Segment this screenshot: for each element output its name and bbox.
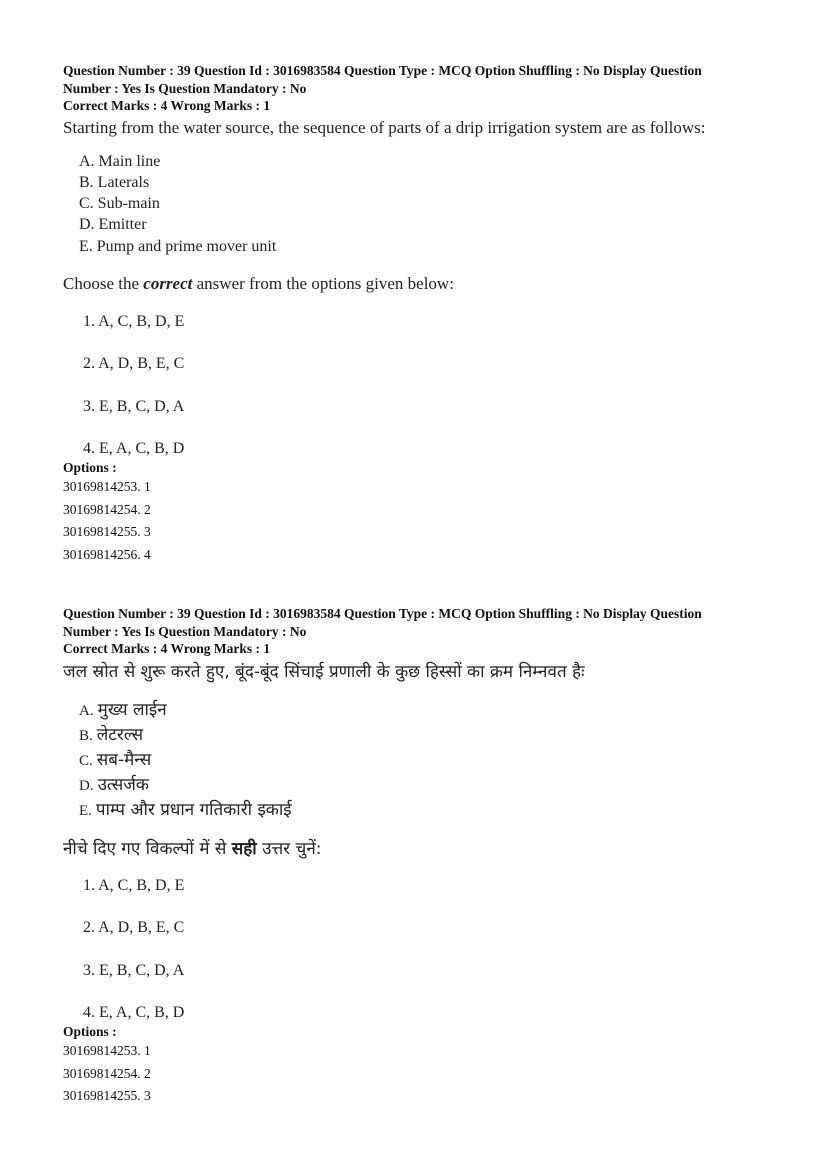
- item-text: पाम्प और प्रधान गतिकारी इकाई: [95, 799, 292, 820]
- answer-choice: 2. A, D, B, E, C: [83, 919, 185, 936]
- instruction-post: उत्तर चुनें:: [256, 838, 322, 859]
- instruction-pre: Choose the: [63, 273, 144, 293]
- list-item: A. Main line: [79, 152, 161, 170]
- list-item: D. Emitter: [79, 216, 147, 234]
- question-meta: [63, 605, 773, 658]
- item-list: [79, 151, 773, 257]
- options-heading: Options :: [63, 1024, 117, 1039]
- meta-line-1: Question Number : 39 Question Id : 3016983584 Question Type : MCQ Option Shuffling : No Display Question: [63, 606, 702, 621]
- option-id: 30169814255. 3: [63, 524, 151, 540]
- instruction-post: answer from the options given below:: [192, 273, 454, 293]
- question-stem: जल स्रोत से शुरू करते हुए, बूंद-बूंद सिंचाई प्रणाली के कुछ हिस्सों का क्रम निम्नवत हैः: [63, 661, 585, 682]
- option-id: 30169814253. 1: [63, 1043, 151, 1058]
- meta-line-3: Correct Marks : 4 Wrong Marks : 1: [63, 98, 271, 113]
- option-id-list: [63, 1040, 773, 1108]
- option-id: 30169814254. 2: [63, 501, 151, 517]
- instruction-pre: नीचे दिए गए विकल्पों में से: [63, 838, 232, 859]
- answer-choice: 4. E, A, C, B, D: [83, 440, 185, 458]
- item-text: सब-मैन्स: [96, 749, 152, 770]
- item-letter: B.: [79, 727, 93, 744]
- list-item: B. Laterals: [79, 173, 150, 191]
- answer-choices: [83, 875, 773, 1024]
- meta-line-2: Number : Yes Is Question Mandatory : No: [63, 623, 307, 639]
- meta-line-2: Number : Yes Is Question Mandatory : No: [63, 80, 307, 96]
- item-text: उत्सर्जक: [97, 774, 149, 795]
- item-letter: A.: [79, 702, 94, 719]
- item-letter: D.: [79, 777, 94, 794]
- item-text: लेटरल्स: [96, 724, 144, 745]
- answer-choice: 1. A, C, B, D, E: [83, 312, 185, 330]
- meta-line-3: Correct Marks : 4 Wrong Marks : 1: [63, 641, 271, 656]
- list-item: E. Pump and prime mover unit: [79, 237, 277, 255]
- option-id: 30169814256. 4: [63, 546, 151, 562]
- instruction-emphasis: correct: [143, 273, 193, 293]
- answer-choice: 3. E, B, C, D, A: [83, 397, 185, 415]
- question-stem: Starting from the water source, the sequence of parts of a drip irrigation system are as follows:: [63, 117, 706, 137]
- instruction-text: [63, 273, 773, 295]
- instruction-emphasis: सही: [231, 838, 257, 859]
- answer-choices: [83, 311, 773, 460]
- item-list: [79, 698, 773, 823]
- list-item: [79, 698, 773, 723]
- list-item: [79, 798, 773, 823]
- option-id: 30169814254. 2: [63, 1065, 151, 1081]
- list-item: C. Sub-main: [79, 195, 160, 213]
- question-block-english: [63, 62, 773, 566]
- answer-choice: 3. E, B, C, D, A: [83, 961, 185, 979]
- list-item: [79, 748, 773, 773]
- question-meta: [63, 62, 773, 115]
- option-id: 30169814253. 1: [63, 479, 151, 495]
- item-letter: C.: [79, 752, 93, 769]
- question-block-hindi: [63, 605, 773, 1108]
- answer-choice: 1. A, C, B, D, E: [83, 876, 185, 894]
- option-id-list: [63, 476, 773, 566]
- answer-choice: 2. A, D, B, E, C: [83, 355, 185, 373]
- list-item: [79, 723, 773, 748]
- list-item: [79, 773, 773, 798]
- option-id: 30169814255. 3: [63, 1088, 151, 1103]
- meta-line-1: Question Number : 39 Question Id : 3016983584 Question Type : MCQ Option Shuffling : No Display Question: [63, 63, 702, 78]
- instruction-text: [63, 837, 773, 861]
- answer-choice: 4. E, A, C, B, D: [83, 1004, 185, 1021]
- item-text: मुख्य लाईन: [97, 699, 167, 720]
- options-heading: Options :: [63, 460, 117, 476]
- item-letter: E.: [79, 802, 92, 819]
